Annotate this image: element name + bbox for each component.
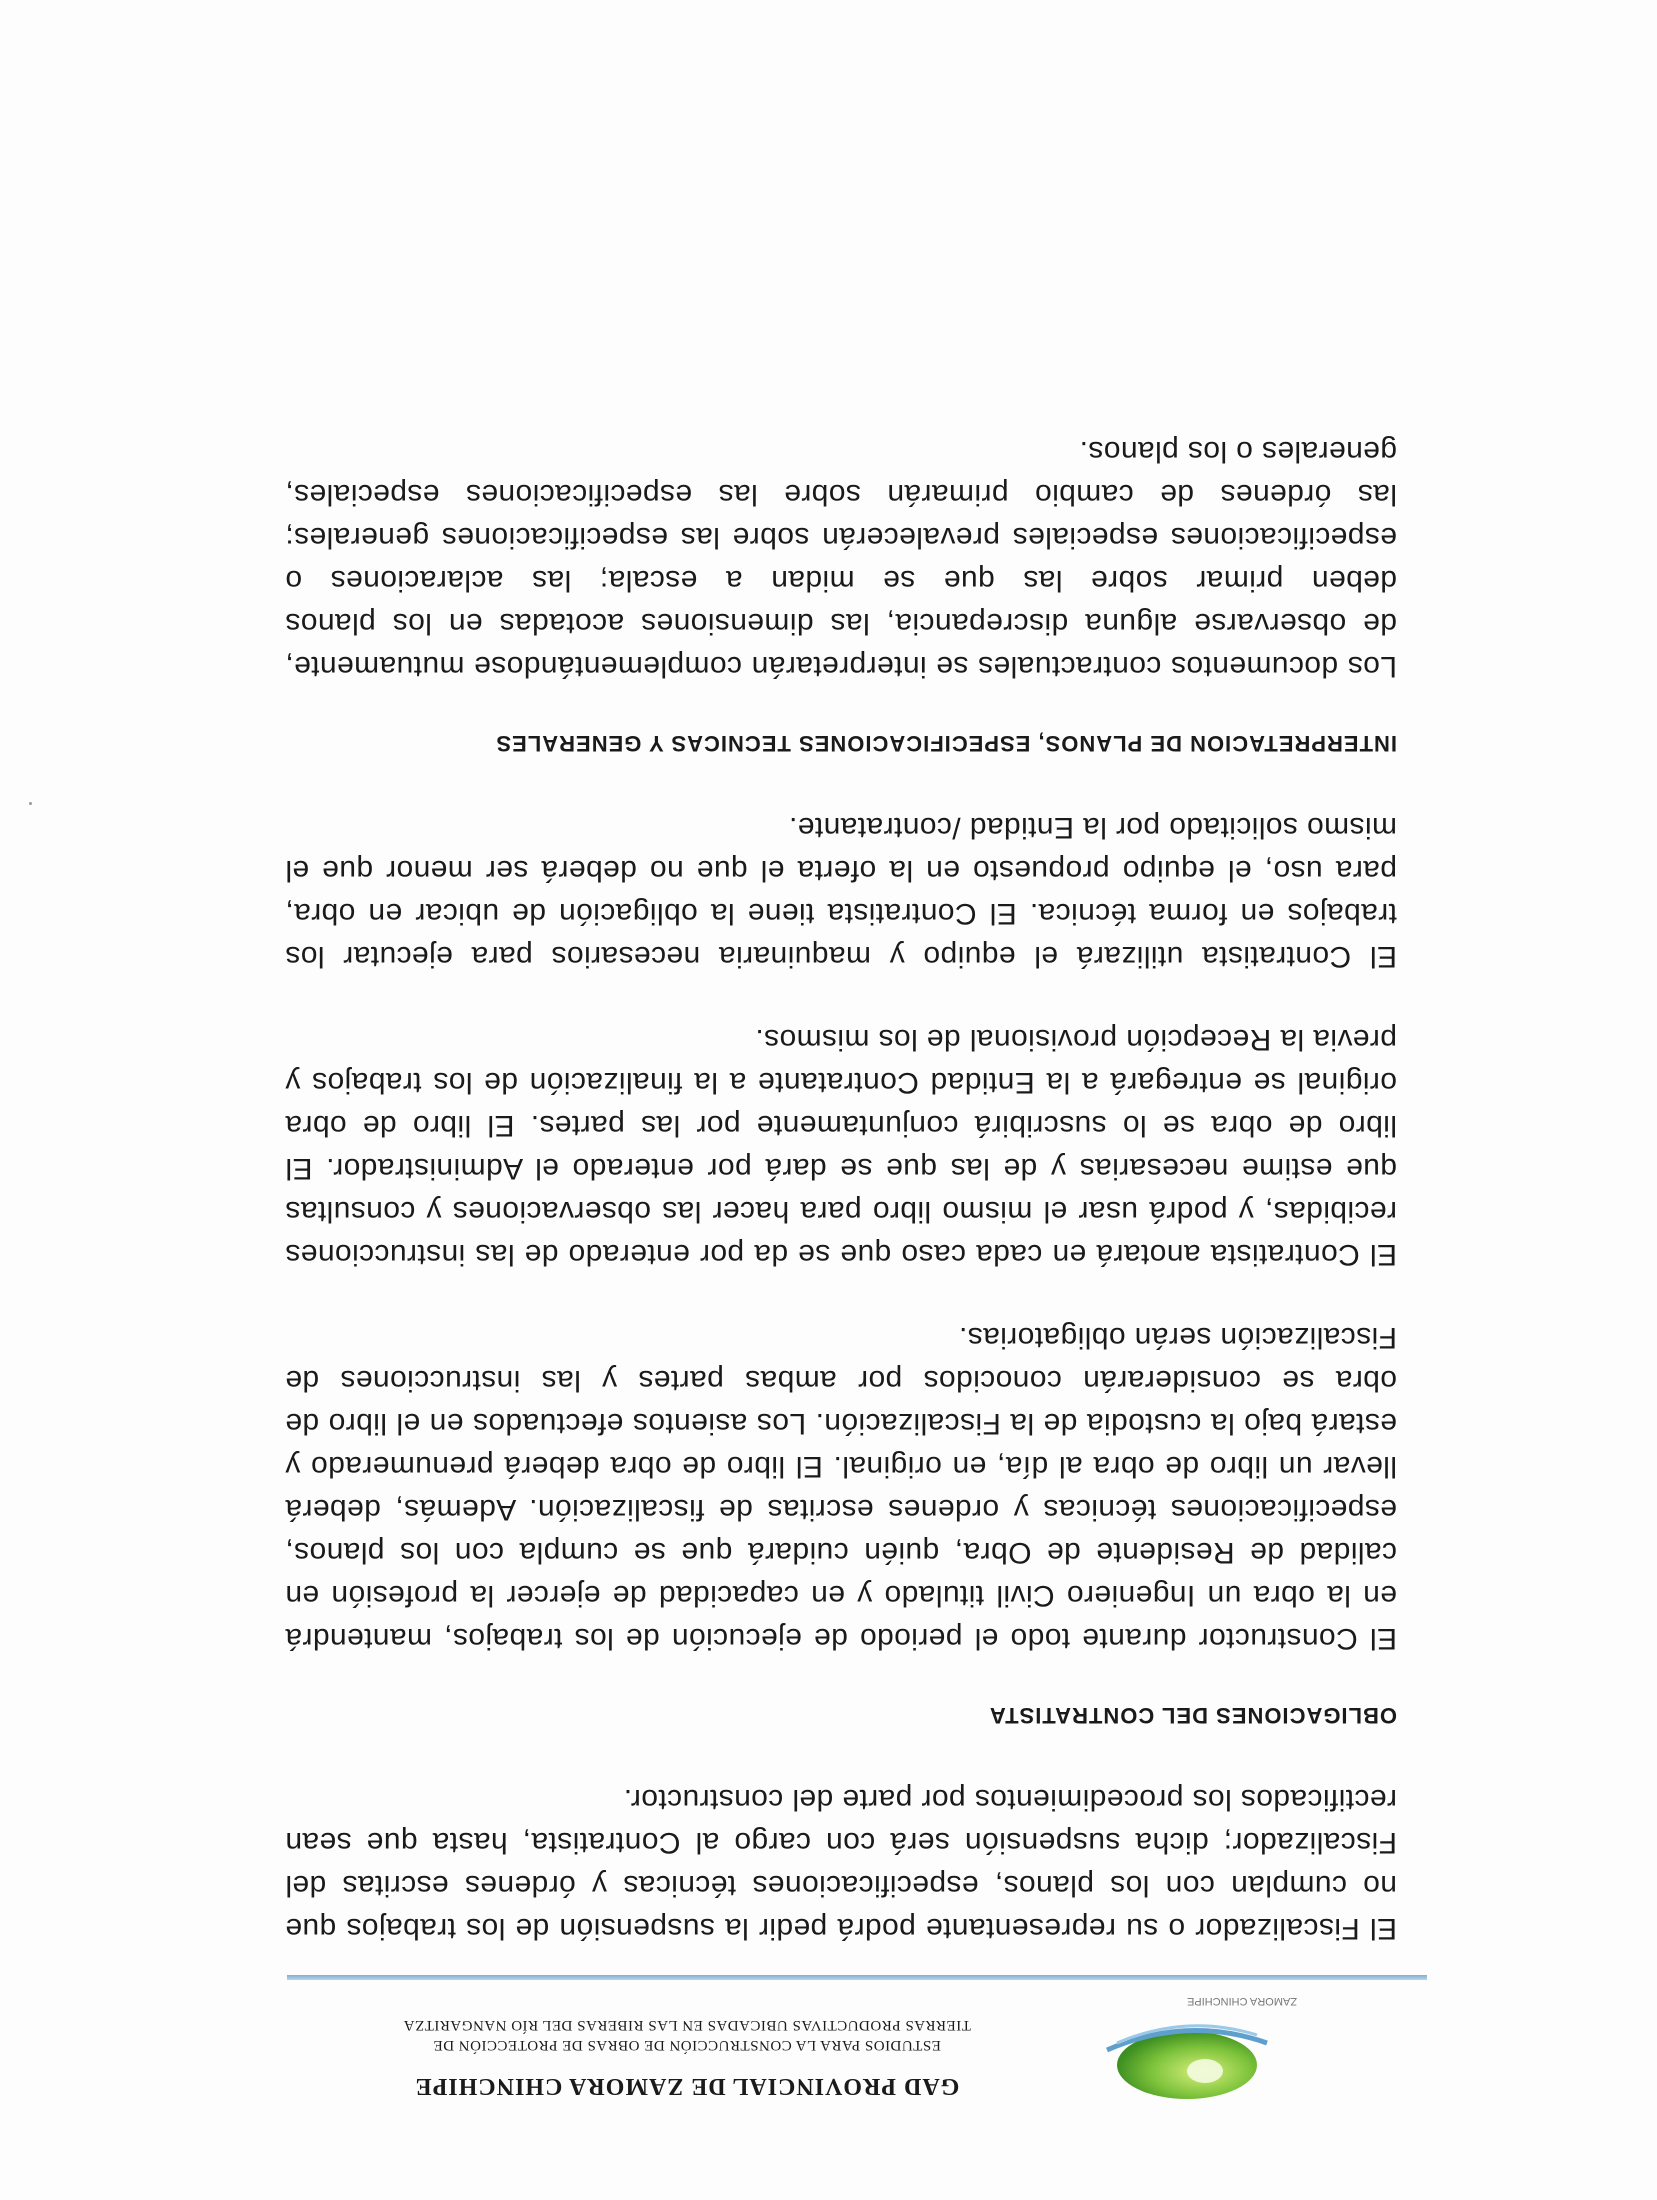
header-title: GAD PROVINCIAL DE ZAMORA CHINCHIPE [414,2073,960,2099]
page-header [287,1985,1297,2105]
logo-caption: ZAMORA CHINCHIPE [1186,1995,1297,2007]
header-subtitle-line1: ESTUDIOS PARA LA CONSTRUCCIÓN DE OBRAS DE PROTECCIÓN DE [433,2037,941,2053]
paragraph-suspension: El Fiscalizador o su representante podrá pedir la suspensión de los trabajos que no cumplan con los planos, especificaciones técnicas y órdenes escritas del Fiscalizador; dicha suspensión será con cargo al Contratista, hasta que sean rectificados los procedimientos por parte del constructor. [285,1783,1397,1945]
paragraph-obligaciones: El Constructor durante todo el periodo de ejecución de los trabajos, mantendrá en la obra un Ingeniero Civil titulado y en capacidad de ejercer la profesión en calidad de Residente de Obra, quién cuidará que se cumpla con los planos, especificaciones técnicas y ordenes escritas de fiscalización. Además, deberá llevar un libro de obra al día, en original. El libro de obra deberá prenumerado y estará bajo la custodia de la Fiscalización. Los asientos efectuados en el libro de obra se considerarán conocidos por ambas partes y las instrucciones de Fiscalización serán obligatorias. [285,1321,1397,1655]
scan-speck [29,802,32,805]
paragraph-libro-de-obra: El Contratista anotará en cada caso que se da por enterado de las instrucciones recibidas, y podrá usar el mismo libro para hacer las observaciones y consultas que estime necesarias y de las que se dará por enterado el Administrador. El libro de obra se lo suscribirá conjuntamente por las partes. El libro de obra original se entregará a la Entidad Contratante a la finalización de los trabajos y previa la Recepción provisional de los mismos. [285,1023,1397,1271]
heading-obligaciones: OBLIGACIONES DEL CONTRATISTA [988,1703,1397,1728]
header-subtitle-line2: TIERRAS PRODUCTIVAS UBICADAS EN LAS RIBERAS DEL RÍO NANGARITZA [403,2017,971,2033]
document-body [285,430,1397,1950]
paragraph-interpretacion: Los documentos contractuales se interpretarán complementándose mutuamente, de observarse alguna discrepancia, las dimensiones acotadas en los planos deben primar sobre las que se midan a escala; las aclaraciones o especificaciones especiales prevalecerán sobre las especificaciones generales; las órdenes de cambio primarán sobre las especificaciones especiales, generales o los planos. [285,435,1397,683]
paragraph-equipo: El Contratista utilizará el equipo y maquinaria necesarios para ejecutar los trabajos en forma técnica. El Contratista tiene la obligación de ubicar en obra, para uso, el equipo propuesto en la oferta el que no deberá ser menor que el mismo solicitado por la Entidad /contratante. [285,811,1397,973]
heading-interpretacion: INTERPRETACION DE PLANOS, ESPECIFICACIONES TECNICAS Y GENERALES [495,731,1397,756]
header-subtitle [297,2015,1077,2055]
header-divider [287,1975,1427,1980]
gad-zamora-chinchipe-logo [1097,2010,1297,2105]
